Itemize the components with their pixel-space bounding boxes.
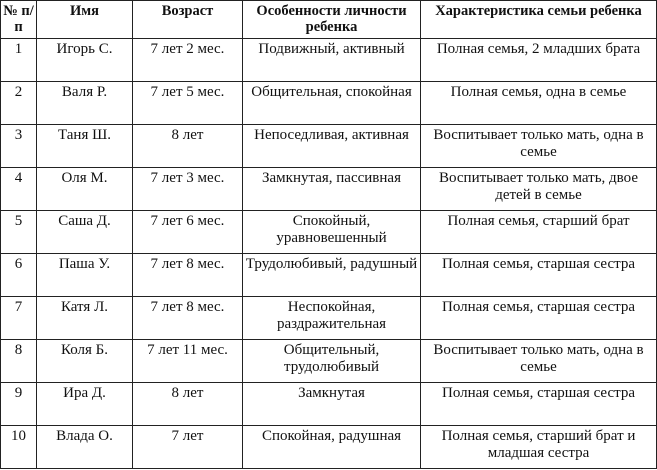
table-row bbox=[1, 340, 657, 383]
cell-age: 7 лет 3 мес. bbox=[133, 168, 243, 211]
cell-name: Оля М. bbox=[37, 168, 133, 211]
cell-num: 6 bbox=[1, 254, 37, 297]
cell-family: Воспитывает только мать, одна в семье bbox=[421, 125, 657, 168]
cell-num: 3 bbox=[1, 125, 37, 168]
cell-personality: Непоседливая, активная bbox=[243, 125, 421, 168]
cell-family: Полная семья, старшая сестра bbox=[421, 254, 657, 297]
header-family: Характеристика семьи ребенка bbox=[421, 1, 657, 39]
cell-family: Полная семья, старшая сестра bbox=[421, 383, 657, 426]
header-num: № п/п bbox=[1, 1, 37, 39]
cell-name: Коля Б. bbox=[37, 340, 133, 383]
cell-name: Паша У. bbox=[37, 254, 133, 297]
table-row bbox=[1, 211, 657, 254]
cell-num: 2 bbox=[1, 82, 37, 125]
cell-name: Саша Д. bbox=[37, 211, 133, 254]
cell-personality: Трудолюбивый, радушный bbox=[243, 254, 421, 297]
cell-num: 4 bbox=[1, 168, 37, 211]
cell-name: Игорь С. bbox=[37, 39, 133, 82]
cell-name: Влада О. bbox=[37, 426, 133, 469]
table-row bbox=[1, 125, 657, 168]
cell-family: Воспитывает только мать, двое детей в семье bbox=[421, 168, 657, 211]
cell-name: Таня Ш. bbox=[37, 125, 133, 168]
table-row bbox=[1, 39, 657, 82]
cell-num: 9 bbox=[1, 383, 37, 426]
cell-age: 7 лет 11 мес. bbox=[133, 340, 243, 383]
cell-age: 7 лет 8 мес. bbox=[133, 297, 243, 340]
cell-age: 7 лет bbox=[133, 426, 243, 469]
cell-family: Воспитывает только мать, одна в семье bbox=[421, 340, 657, 383]
table-row bbox=[1, 168, 657, 211]
cell-family: Полная семья, старшая сестра bbox=[421, 297, 657, 340]
cell-age: 8 лет bbox=[133, 125, 243, 168]
cell-personality: Неспокойная, раздражительная bbox=[243, 297, 421, 340]
cell-name: Валя Р. bbox=[37, 82, 133, 125]
cell-family: Полная семья, одна в семье bbox=[421, 82, 657, 125]
table-row bbox=[1, 254, 657, 297]
table-row bbox=[1, 383, 657, 426]
table-row bbox=[1, 297, 657, 340]
cell-num: 1 bbox=[1, 39, 37, 82]
cell-personality: Замкнутая bbox=[243, 383, 421, 426]
header-name: Имя bbox=[37, 1, 133, 39]
cell-age: 7 лет 6 мес. bbox=[133, 211, 243, 254]
table-row bbox=[1, 82, 657, 125]
cell-family: Полная семья, 2 младших брата bbox=[421, 39, 657, 82]
cell-num: 7 bbox=[1, 297, 37, 340]
cell-num: 10 bbox=[1, 426, 37, 469]
header-personality: Особенности личности ребенка bbox=[243, 1, 421, 39]
header-age: Возраст bbox=[133, 1, 243, 39]
cell-personality: Спокойный, уравновешенный bbox=[243, 211, 421, 254]
cell-name: Катя Л. bbox=[37, 297, 133, 340]
cell-personality: Общительная, спокойная bbox=[243, 82, 421, 125]
cell-num: 5 bbox=[1, 211, 37, 254]
cell-num: 8 bbox=[1, 340, 37, 383]
cell-family: Полная семья, старший брат и младшая сестра bbox=[421, 426, 657, 469]
cell-name: Ира Д. bbox=[37, 383, 133, 426]
cell-age: 7 лет 8 мес. bbox=[133, 254, 243, 297]
table-header-row bbox=[1, 1, 657, 39]
cell-age: 7 лет 5 мес. bbox=[133, 82, 243, 125]
table-row bbox=[1, 426, 657, 469]
cell-age: 8 лет bbox=[133, 383, 243, 426]
cell-personality: Спокойная, радушная bbox=[243, 426, 421, 469]
cell-family: Полная семья, старший брат bbox=[421, 211, 657, 254]
cell-personality: Общительный, трудолюбивый bbox=[243, 340, 421, 383]
cell-personality: Подвижный, активный bbox=[243, 39, 421, 82]
cell-age: 7 лет 2 мес. bbox=[133, 39, 243, 82]
cell-personality: Замкнутая, пассивная bbox=[243, 168, 421, 211]
